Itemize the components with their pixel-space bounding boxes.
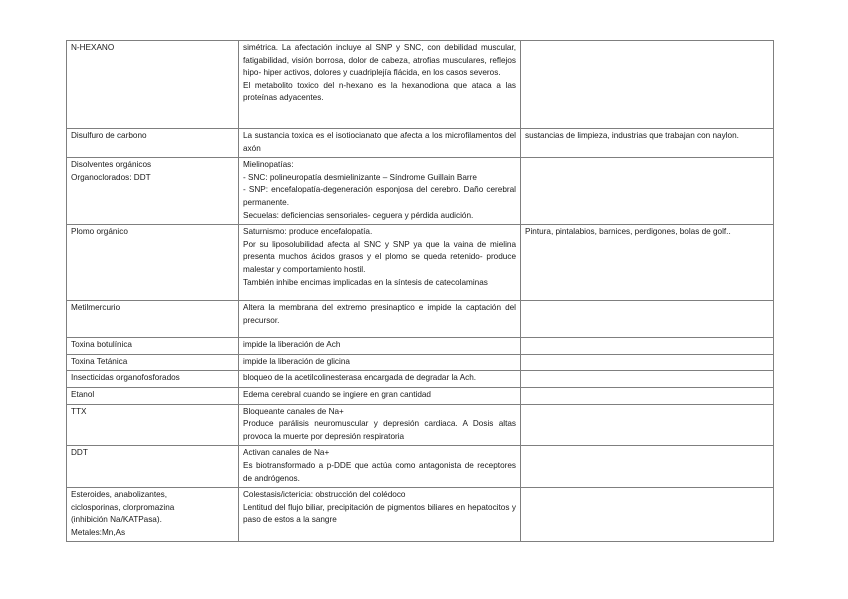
effect-paragraph: simétrica. La afectación incluye al SNP y SNC, con debilidad muscular, fatigabilidad, visión borrosa, dolor de cabeza, atrofias musculares, reflejos hipo- hiper activos, dolores y cuadriplejía flácida, en los casos severos. [243, 43, 516, 78]
effect-paragraph: impide la liberación de glicina [243, 356, 350, 366]
substance-cell [67, 338, 239, 355]
effect-paragraph: Secuelas: deficiencias sensoriales- ceguera y pérdida audición. [243, 210, 474, 220]
sources-cell [521, 158, 774, 225]
substance-cell [67, 446, 239, 488]
table-row [67, 225, 774, 301]
table-row [67, 404, 774, 446]
effect-paragraph: - SNP: encefalopatía-degeneración esponjosa del cerebro. Daño cerebral permanente. [243, 185, 516, 207]
table-row [67, 158, 774, 225]
substance-cell [67, 371, 239, 388]
effect-paragraph: La sustancia toxica es el isotiocianato que afecta a los microfilamentos del axón [243, 131, 516, 153]
effect-paragraph: Activan canales de Na+ [243, 448, 330, 458]
effect-cell [239, 354, 521, 371]
sources-cell [521, 371, 774, 388]
effect-paragraph: Bloqueante canales de Na+ [243, 406, 344, 416]
effect-paragraph: Saturnismo: produce encefalopatía. [243, 227, 373, 237]
substance-line: (inhibición Na/KATPasa). [71, 515, 162, 525]
effect-paragraph: Edema cerebral cuando se ingiere en gran cantidad [243, 389, 431, 399]
substance-line: ciclosporinas, clorpromazina [71, 502, 175, 512]
table-body [67, 41, 774, 542]
substance-cell [67, 301, 239, 338]
table-row [67, 387, 774, 404]
substance-line: DDT [71, 448, 88, 458]
substance-cell [67, 41, 239, 129]
effect-cell [239, 301, 521, 338]
table-row [67, 41, 774, 129]
effect-paragraph: impide la liberación de Ach [243, 340, 341, 350]
substance-line: Etanol [71, 389, 95, 399]
substance-line: N-HEXANO [71, 43, 115, 52]
toxicology-table [66, 40, 774, 542]
substance-line: Disulfuro de carbono [71, 131, 147, 140]
substance-cell [67, 158, 239, 225]
effect-cell [239, 387, 521, 404]
sources-cell [521, 301, 774, 338]
sources-cell [521, 41, 774, 129]
table-row [67, 371, 774, 388]
sources-cell: Pintura, pintalabios, barnices, perdigones, bolas de golf.. [521, 225, 774, 301]
substance-cell [67, 404, 239, 446]
sources-cell [521, 404, 774, 446]
effect-cell [239, 41, 521, 129]
substance-cell [67, 354, 239, 371]
effect-paragraph: bloqueo de la acetilcolinesterasa encargada de degradar la Ach. [243, 373, 477, 383]
effect-paragraph: El metabolito toxico del n-hexano es la hexanodiona que ataca a las proteínas adyacentes. [243, 80, 516, 103]
sources-cell: sustancias de limpieza, industrias que trabajan con naylon. [521, 129, 774, 158]
effect-cell [239, 371, 521, 388]
effect-cell [239, 158, 521, 225]
sources-cell [521, 488, 774, 542]
effect-cell [239, 446, 521, 488]
sources-cell [521, 387, 774, 404]
table-row [67, 488, 774, 542]
substance-line: Toxina botulínica [71, 340, 132, 350]
substance-line: Metales:Mn,As [71, 527, 126, 537]
sources-cell [521, 354, 774, 371]
effect-paragraph: Lentitud del flujo biliar, precipitación de pigmentos biliares en hepatocitos y paso de estos a la sangre [243, 502, 516, 525]
effect-paragraph: También inhibe encimas implicadas en la síntesis de catecolaminas [243, 277, 488, 287]
effect-paragraph: Es biotransformado a p-DDE que actúa como antagonista de receptores de andrógenos. [243, 460, 516, 483]
effect-paragraph: Por su liposolubilidad afecta al SNC y SNP ya que la vaina de mielina presenta muchos ácidos grasos y el plomo se queda retenido- produce malestar y comportamiento hostil. [243, 239, 516, 274]
substance-line: Toxina Tetánica [71, 356, 128, 366]
effect-cell [239, 225, 521, 301]
table-row [67, 301, 774, 338]
effect-paragraph: Produce parálisis neuromuscular y depresión cardiaca. A Dosis altas provoca la muerte por depresión respiratoria [243, 419, 516, 441]
sources-cell [521, 338, 774, 355]
substance-cell [67, 225, 239, 301]
table-row [67, 354, 774, 371]
substance-cell [67, 387, 239, 404]
substance-line: Disolventes orgánicos [71, 160, 152, 170]
substance-cell [67, 488, 239, 542]
substance-cell [67, 129, 239, 158]
table-row [67, 446, 774, 488]
effect-paragraph: - SNC: polineuropatía desmielinizante – Síndrome Guillain Barre [243, 172, 477, 182]
substance-line: Organoclorados: DDT [71, 172, 151, 182]
effect-paragraph: Mielinopatías: [243, 160, 294, 170]
substance-line: Esteroides, anabolizantes, [71, 490, 168, 500]
sources-cell [521, 446, 774, 488]
effect-paragraph: Altera la membrana del extremo presinaptico e impide la captación del precursor. [243, 303, 516, 325]
effect-cell [239, 404, 521, 446]
effect-cell [239, 488, 521, 542]
substance-line: Metilmercurio [71, 303, 121, 313]
effect-paragraph: Colestasis/ictericia: obstrucción del colédoco [243, 490, 406, 500]
effect-cell [239, 338, 521, 355]
table-row [67, 129, 774, 158]
substance-line: TTX [71, 406, 87, 416]
table-row [67, 338, 774, 355]
substance-line: Plomo orgánico [71, 227, 128, 237]
effect-cell [239, 129, 521, 158]
substance-line: Insecticidas organofosforados [71, 373, 180, 383]
